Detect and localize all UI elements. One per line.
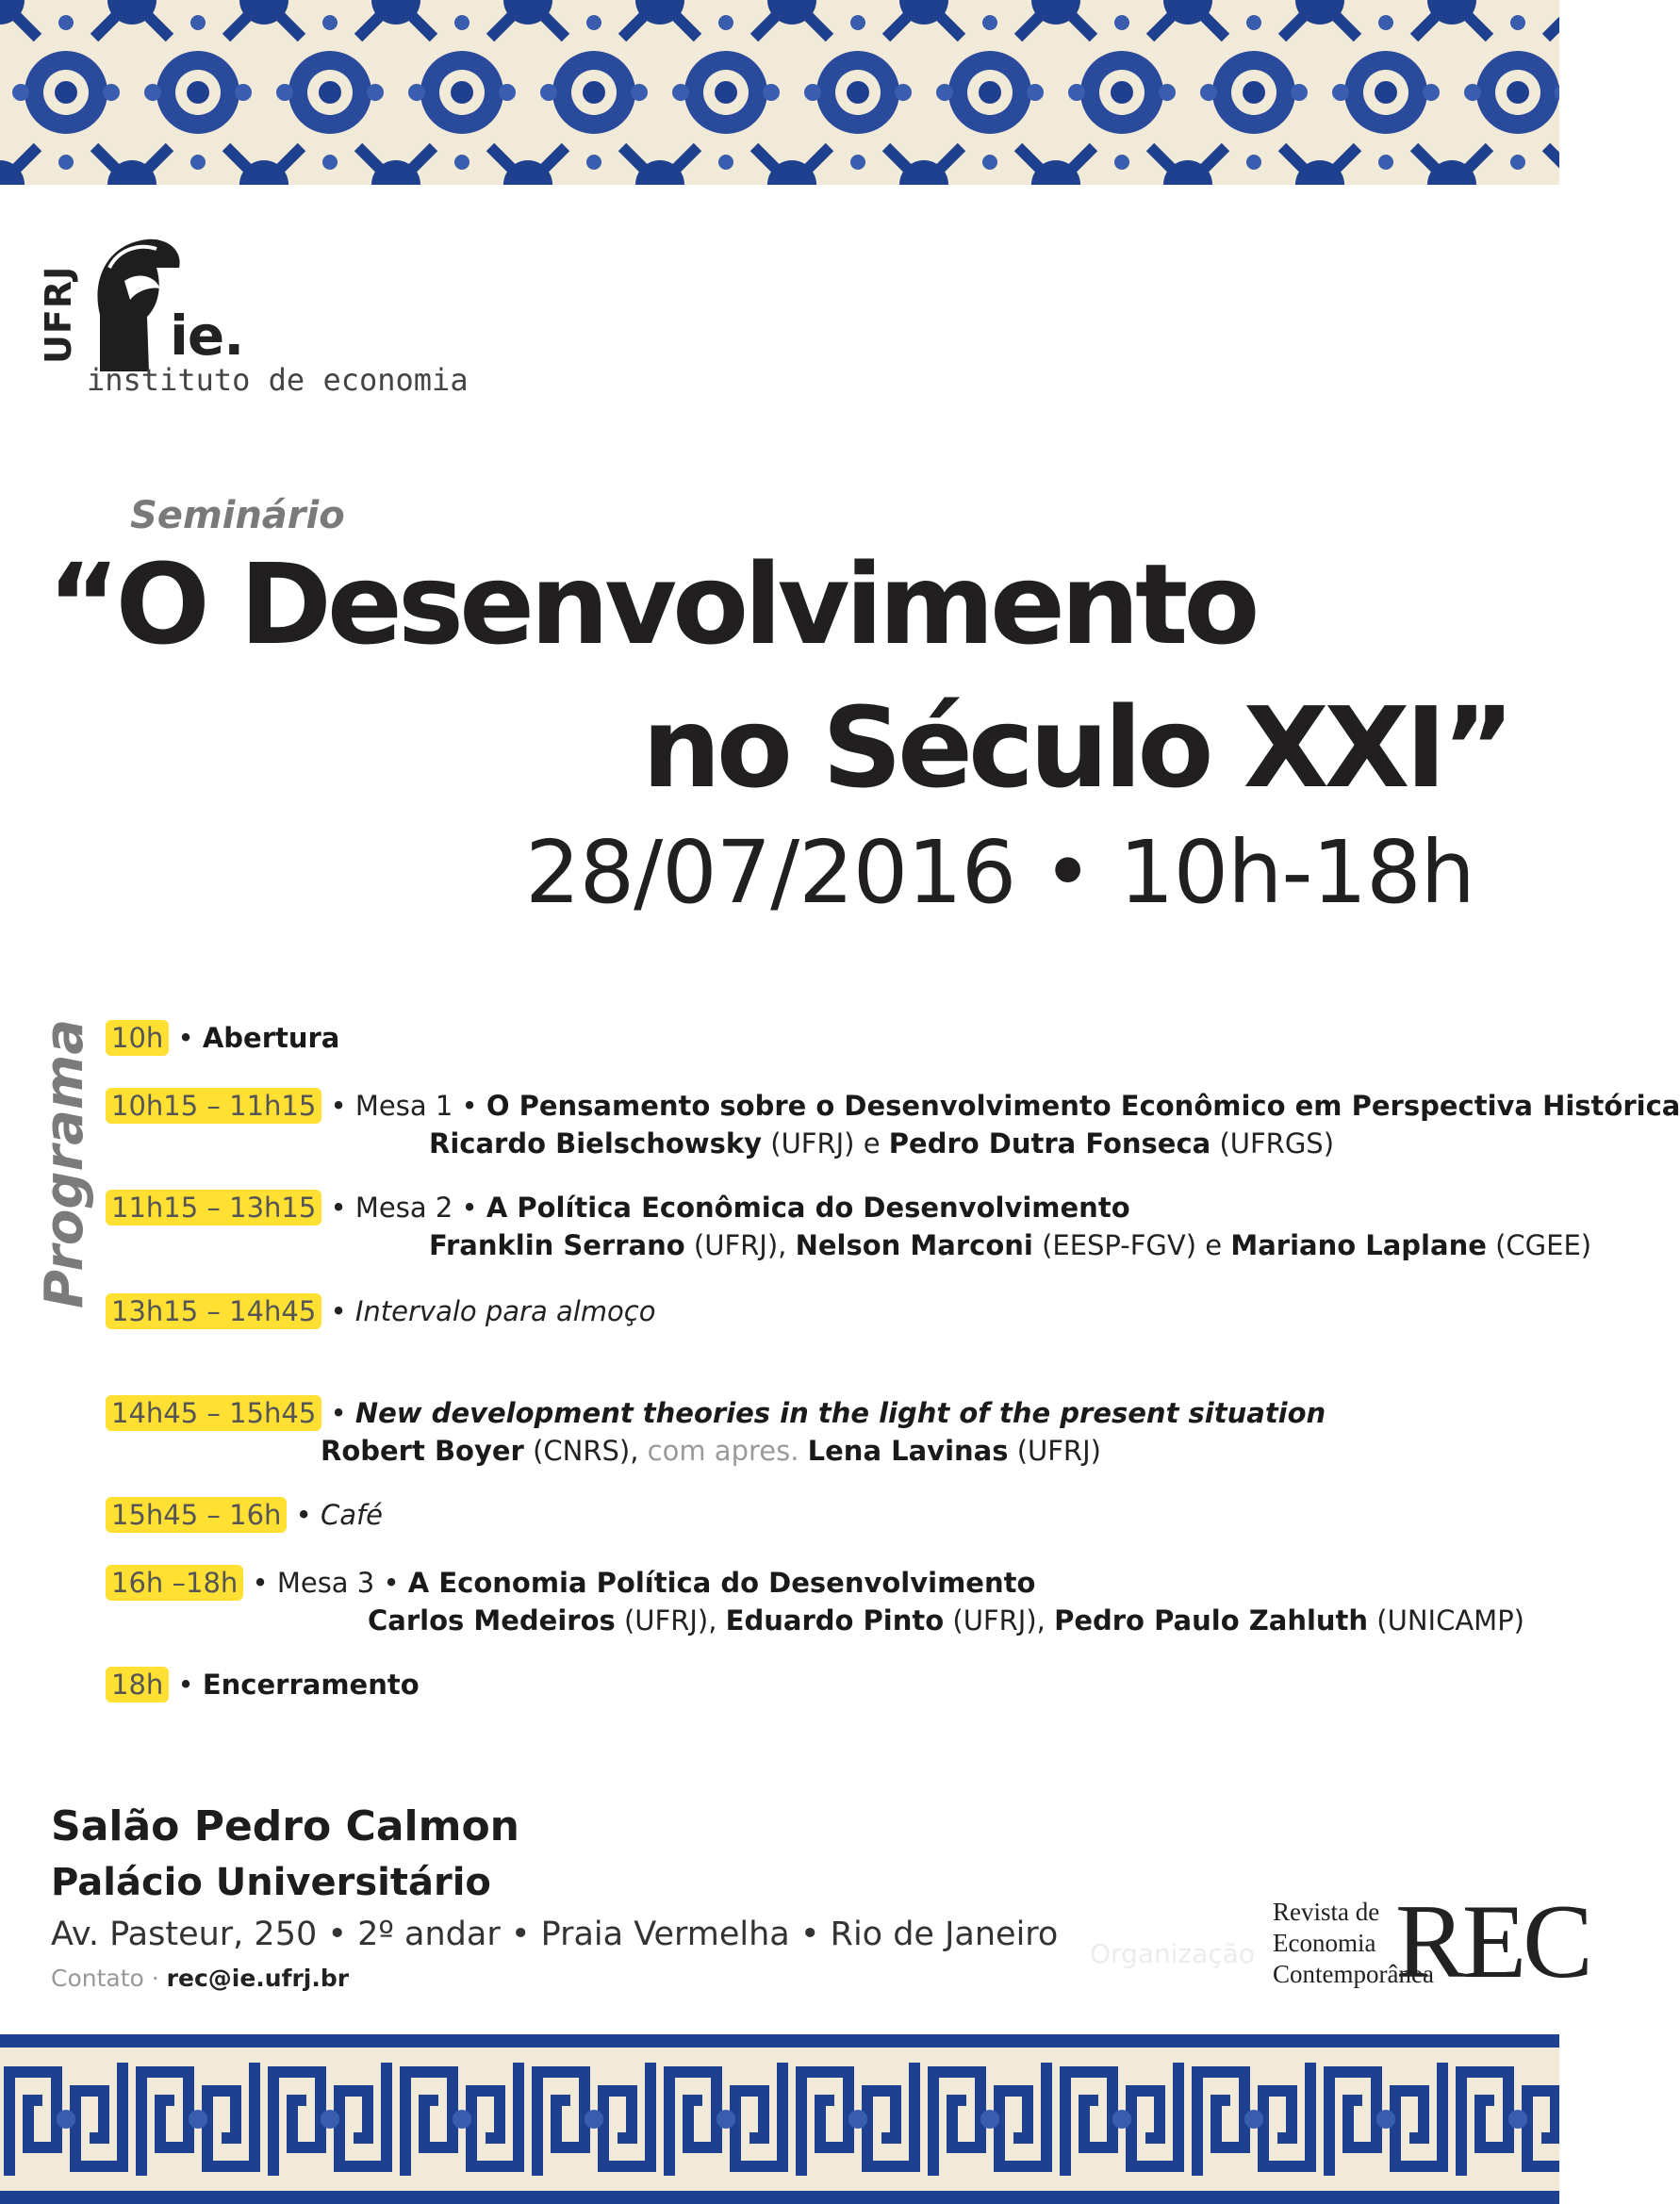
speakers-line [321,1435,1326,1467]
bullet: • [252,1567,269,1599]
speaker-name: Eduardo Pinto [725,1604,945,1637]
venue-address: Av. Pasteur, 250 • 2º andar • Praia Vermelha • Rio de Janeiro [51,1916,1059,1953]
speaker-org: (UNICAMP) [1376,1604,1524,1637]
bullet: • [330,1295,347,1327]
speaker-name: Mariano Laplane [1230,1229,1487,1261]
venue-hall: Salão Pedro Calmon [51,1802,519,1850]
bullet: • [461,1192,478,1224]
bullet: • [177,1669,194,1701]
speaker-name: Franklin Serrano [429,1229,685,1261]
bullet: • [461,1090,478,1122]
speaker-name: Robert Boyer [321,1435,524,1467]
seminar-kicker: Seminário [130,494,345,537]
bullet: • [383,1567,400,1599]
speaker-org: (CNRS), [533,1435,639,1467]
connector: e [863,1127,881,1160]
program-item-encerramento [106,1669,420,1701]
azulejo-pattern-bottom [0,2034,1559,2204]
institution-name: instituto de economia [87,362,469,398]
bullet: • [330,1192,347,1224]
bottom-tile-border [0,2034,1559,2204]
contact-label: Contato · [51,1965,159,1992]
journal-line-1: Revista de [1273,1898,1380,1926]
speaker-org: (UFRJ), [952,1604,1046,1637]
presenter-note: com apres. [647,1435,799,1467]
connector: e [1205,1229,1223,1261]
bullet: • [330,1090,347,1122]
speaker-org: (EESP-FGV) [1042,1229,1197,1261]
time-badge: 10h [106,1020,169,1056]
ie-logo-mark: ie. [170,304,244,368]
program-item-abertura [106,1022,339,1054]
ufrj-vertical-label: UFRJ [38,265,79,364]
time-badge: 16h –18h [106,1565,243,1601]
item-label: Intervalo para almoço [354,1295,656,1327]
bullet: • [330,1397,347,1429]
speaker-name: Pedro Paulo Zahluth [1054,1604,1369,1637]
program-item-almoco [106,1295,655,1327]
speaker-org: (UFRJ) [1016,1435,1101,1467]
session-topic: O Pensamento sobre o Desenvolvimento Econômico em Perspectiva Histórica [486,1090,1680,1122]
organizer-label: Organização [1090,1938,1256,1969]
program-item-mesa-1 [106,1090,1680,1160]
speaker-name: Ricardo Bielschowsky [429,1127,763,1160]
session-label: Mesa 3 [276,1567,375,1599]
program-item-mesa-2 [106,1192,1591,1261]
time-badge: 11h15 – 13h15 [106,1190,321,1225]
speaker-org: (UFRJ), [623,1604,717,1637]
time-badge: 15h45 – 16h [106,1497,287,1533]
item-label: Abertura [202,1022,340,1054]
time-badge: 18h [106,1667,169,1702]
top-tile-border [0,0,1559,185]
contact-line [51,1965,349,1992]
program-item-cafe [106,1499,383,1531]
journal-line-3: Contemporânea [1273,1960,1434,1988]
session-topic: A Política Econômica do Desenvolvimento [486,1192,1130,1224]
speaker-name: Pedro Dutra Fonseca [888,1127,1211,1160]
bullet: • [295,1499,312,1531]
session-topic: A Economia Política do Desenvolvimento [407,1567,1036,1599]
venue-building: Palácio Universitário [51,1861,491,1904]
bullet: • [177,1022,194,1054]
speaker-org: (UFRJ), [693,1229,787,1261]
title-line-1: “O Desenvolvimento [47,539,1256,669]
time-badge: 13h15 – 14h45 [106,1293,321,1329]
item-label: Café [320,1499,384,1531]
speaker-name: Carlos Medeiros [368,1604,616,1637]
azulejo-pattern-top [0,0,1559,185]
rec-logo: REC [1395,1883,1589,2000]
time-badge: 14h45 – 15h45 [106,1395,321,1431]
program-item-boyer [106,1397,1326,1467]
session-label: Mesa 1 [354,1090,453,1122]
time-badge: 10h15 – 11h15 [106,1088,321,1124]
speakers-line [368,1604,1524,1637]
program-item-mesa-3 [106,1567,1524,1637]
speaker-org: (UFRJ) [770,1127,855,1160]
item-label: Encerramento [202,1669,420,1701]
session-label: Mesa 2 [354,1192,453,1224]
speakers-line [429,1127,1680,1160]
journal-line-2: Economia [1273,1929,1376,1957]
speaker-name: Lena Lavinas [807,1435,1009,1467]
speaker-name: Nelson Marconi [795,1229,1033,1261]
title-line-2: no Século XXI” [641,683,1510,813]
session-topic: New development theories in the light of the present situation [354,1397,1326,1429]
speaker-org: (UFRGS) [1219,1127,1335,1160]
speaker-org: (CGEE) [1495,1229,1592,1261]
event-datetime: 28/07/2016 • 10h-18h [525,822,1474,923]
speakers-line [429,1229,1591,1261]
contact-email-link[interactable]: rec@ie.ufrj.br [166,1965,350,1992]
program-heading: Programa [34,1018,95,1308]
